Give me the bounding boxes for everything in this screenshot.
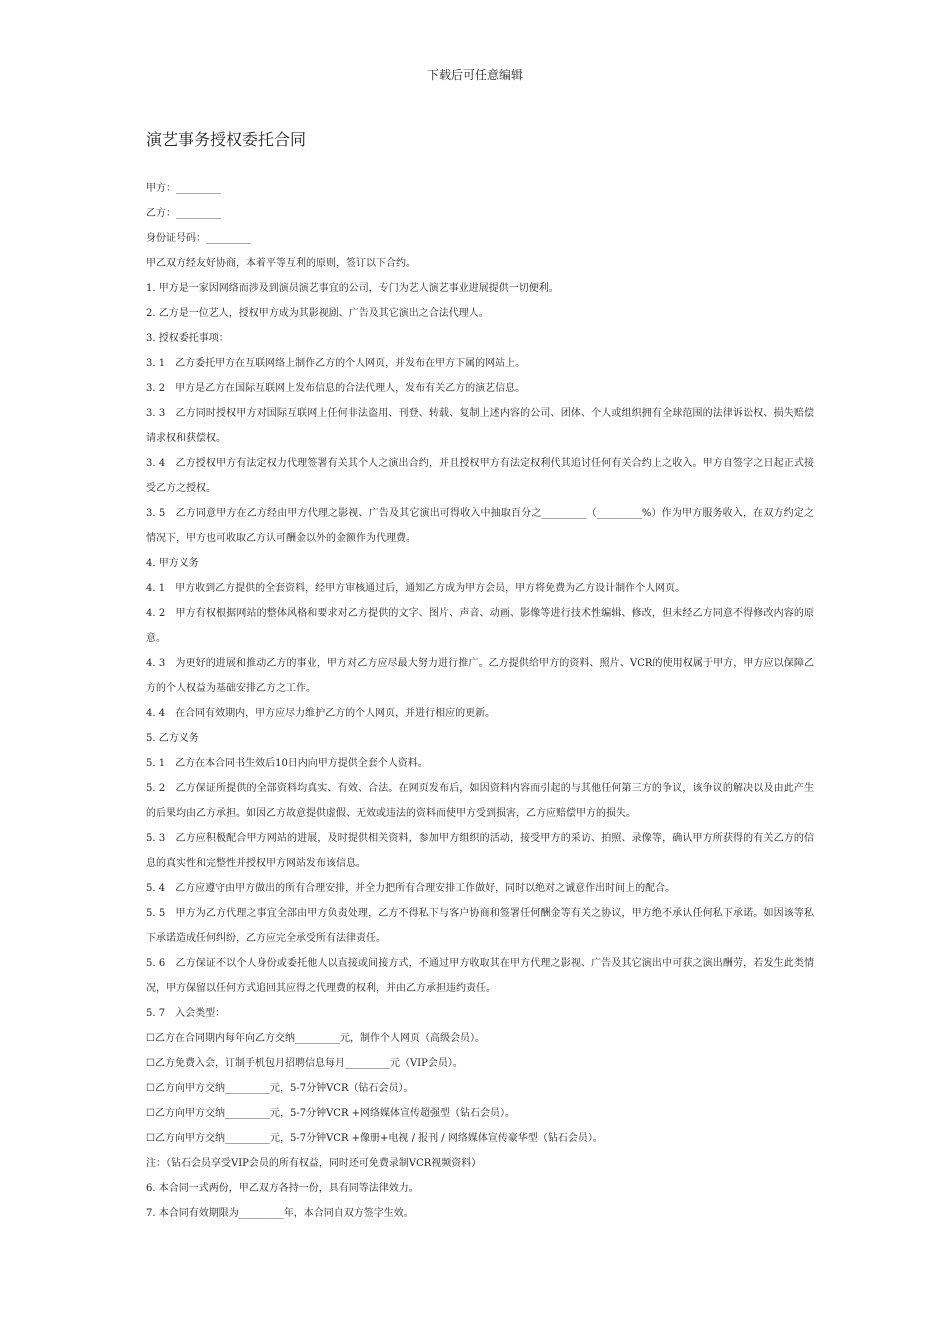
clause-5-2: 5. 2 乙方保证所提供的全部资料均真实、有效、合法。在网页发布后，如因资料内容而引起的与其他任何第三方的争议，该争议的解决以及由此产生的后果均由乙方承担。如因乙方故意提供虚假、无效或违法的资料而使甲方受到损害，乙方应赔偿甲方的损失。 [146, 783, 814, 819]
clause-4-heading: 4. 甲方义务 [146, 558, 199, 569]
preamble: 甲乙双方经友好协商，本着平等互利的原则，签订以下合约。 [146, 258, 416, 269]
membership-option-2: ☐乙方免费入会，订制手机包月招聘信息每月_________元（VIP会员）。 [146, 1058, 463, 1069]
clause-3-1: 3. 1 乙方委托甲方在互联网络上制作乙方的个人网页，并发布在甲方下属的网站上。 [146, 358, 526, 369]
clause-1: 1. 甲方是一家因网络而涉及到演员演艺事宜的公司，专门为艺人演艺事业进展提供一切便利。 [146, 283, 559, 294]
clause-2: 2. 乙方是一位艺人，授权甲方成为其影视剧、广告及其它演出之合法代理人。 [146, 308, 489, 319]
clause-4-2: 4. 2 甲方有权根据网站的整体风格和要求对乙方提供的文字、图片、声音、动画、影像等进行技术性编辑、修改，但未经乙方同意不得修改内容的原意。 [146, 608, 814, 644]
membership-option-5: ☐乙方向甲方交纳_________元，5-7分钟VCR +像册+电视 / 报刊 / 网络媒体宣传豪华型（钻石会员）。 [146, 1133, 603, 1144]
page-header: 下载后可任意编辑 [426, 68, 523, 82]
clause-5-4: 5. 4 乙方应遵守由甲方做出的所有合理安排，并全力把所有合理安排工作做好，同时以绝对之诚意作出时间上的配合。 [146, 883, 676, 894]
clause-5-6: 5. 6 乙方保证不以个人身份或委托他人以直接或间接方式，不通过甲方收取其在甲方代理之影视、广告及其它演出中可获之演出酬劳，若发生此类情况，甲方保留以任何方式追回其应得之代理费的权利，并由乙方承担违约责任。 [146, 958, 814, 994]
clause-6: 6. 本合同一式两份，甲乙双方各持一份，具有同等法律效力。 [146, 1183, 419, 1194]
clause-5-5: 5. 5 甲方为乙方代理之事宜全部由甲方负责处理，乙方不得私下与客户协商和签署任何酬金等有关之协议，甲方绝不承认任何私下承诺。如因该等私下承诺造成任何纠纷，乙方应完全承受所有法律责任。 [146, 908, 814, 944]
clause-3-2: 3. 2 甲方是乙方在国际互联网上发布信息的合法代理人，发布有关乙方的演艺信息。 [146, 383, 526, 394]
clause-4-4: 4. 4 在合同有效期内，甲方应尽力维护乙方的个人网页，并进行相应的更新。 [146, 708, 496, 719]
clause-3-4: 3. 4 乙方授权甲方有法定权力代理签署有关其个人之演出合约，并且授权甲方有法定权利代其追讨任何有关合约上之收入。甲方自签字之日起正式接受乙方之授权。 [146, 458, 814, 494]
clause-3-5: 3. 5 乙方同意甲方在乙方经由甲方代理之影视、广告及其它演出可得收入中抽取百分之_________（_________%）作为甲方服务收入，在双方约定之情况下，甲方也可收取乙方认可酬金以外的金额作为代理费。 [146, 508, 814, 544]
clause-5-1: 5. 1 乙方在本合同书生效后10日内向甲方提供全套个人资料。 [146, 758, 428, 769]
id-number-line: 身份证号码：_________ [146, 233, 251, 244]
clause-3-3: 3. 3 乙方同时授权甲方对国际互联网上任何非法盗用、刊登、转载、复制上述内容的公司、团体、个人或组织拥有全球范围的法律诉讼权、损失赔偿请求权和获偿权。 [146, 408, 814, 444]
contract-body [146, 176, 814, 1226]
membership-note: 注：（钻石会员享受VIP会员的所有权益，同时还可免费录制VCR视频资料） [146, 1158, 482, 1169]
membership-option-4: ☐乙方向甲方交纳_________元，5-7分钟VCR +网络媒体宣传超强型（钻石会员）。 [146, 1108, 516, 1119]
membership-option-1: ☐乙方在合同期内每年向乙方交纳_________元，制作个人网页（高级会员）。 [146, 1033, 485, 1044]
clause-4-1: 4. 1 甲方收到乙方提供的全套资料，经甲方审核通过后，通知乙方成为甲方会员，甲方将免费为乙方设计制作个人网页。 [146, 583, 686, 594]
membership-option-3: ☐乙方向甲方交纳_________元，5-7分钟VCR（钻石会员）。 [146, 1083, 414, 1094]
clause-5-3: 5. 3 乙方应积极配合甲方网站的进展，及时提供相关资料，参加甲方组织的活动，接受甲方的采访、拍照、录像等，确认甲方所获得的有关乙方的信息的真实性和完整性并授权甲方网站发布该信息。 [146, 833, 814, 869]
document-title: 演艺事务授权委托合同 [146, 130, 307, 149]
clause-5-7: 5. 7 入会类型： [146, 1008, 226, 1019]
clause-4-3: 4. 3 为更好的进展和推动乙方的事业，甲方对乙方应尽最大努力进行推广。乙方提供给甲方的资料、照片、VCR的使用权属于甲方，甲方应以保障乙方的个人权益为基础安排乙方之工作。 [146, 658, 814, 694]
clause-5-heading: 5. 乙方义务 [146, 733, 199, 744]
party-b-line: 乙方：_________ [146, 208, 221, 219]
clause-7: 7. 本合同有效期限为_________年，本合同自双方签字生效。 [146, 1208, 414, 1219]
party-a-line: 甲方：_________ [146, 183, 221, 194]
clause-3-heading: 3. 授权委托事项： [146, 333, 229, 344]
